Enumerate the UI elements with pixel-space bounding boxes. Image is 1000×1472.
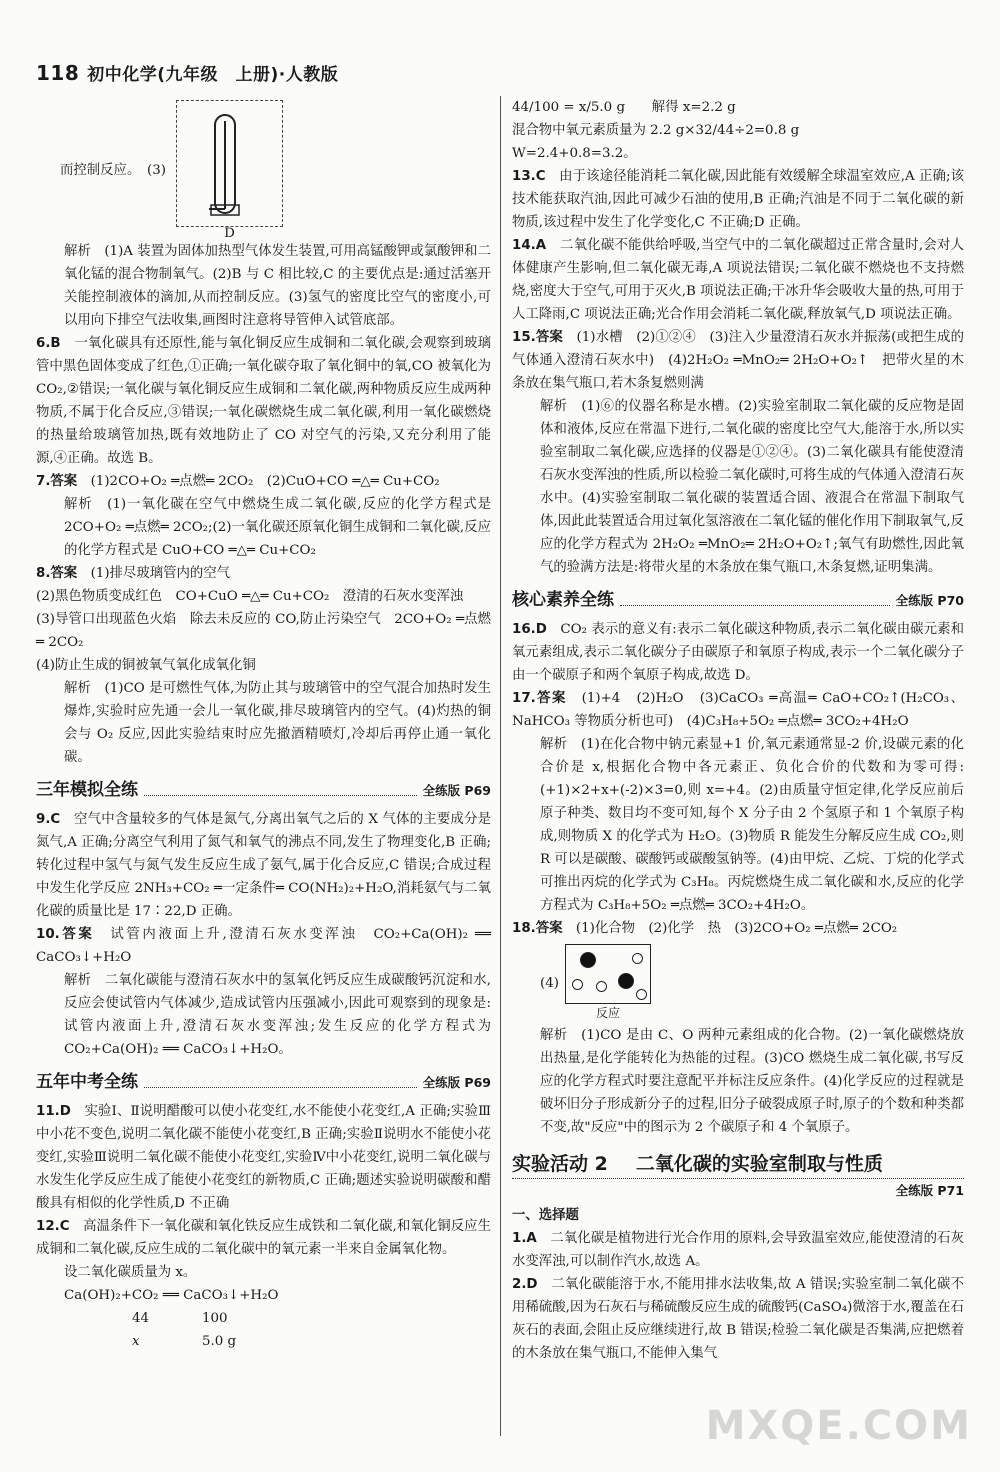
book-title: 初中化学(九年级 上册)·人教版 [87, 65, 339, 85]
q15-label: 15.答案 [512, 330, 563, 345]
section-ref: 全练版 P69 [422, 1075, 491, 1090]
oxygen-atom-icon [636, 989, 647, 1000]
q9-text: 空气中含量较多的气体是氮气,分离出氧气之后的 X 气体的主要成分是氮气,A 正确;分离空气利用了氮气和氧气的沸点不同,发生了物理变化,B 正确;转化过程中氢气与氮气发生反应生成了氨气,属于化合反应,C 错误;合成过程中发生化学反应 2NH₃+CO₂ ═一定条件═ CO(NH₂)₂+H₂O,消耗氨气与二氧化碳的质量比是 17∶22,D 正确。 [36, 812, 492, 919]
q12-var-1: x [132, 1334, 140, 1349]
q7-label: 7.答案 [36, 474, 78, 489]
test-tube-icon [177, 101, 282, 226]
section-header-five-year [36, 1071, 491, 1094]
section-title: 五年中考全练 [36, 1072, 138, 1092]
q18-part4-label: (4) [540, 975, 559, 991]
q16-text: CO₂ 表示的意义有:表示二氧化碳这种物质,表示二氧化碳由碳元素和氧元素组成,表示二氧化碳分子由碳原子和氧原子构成,表示一个二氧化碳分子由一个碳原子和两个氧原子构成,故选 D。 [512, 622, 964, 683]
q10-label: 10.答案 [36, 927, 95, 942]
q12-var-2: 5.0 g [202, 1334, 237, 1349]
calc-line-1: 44/100 = x/5.0 g 解得 x=2.2 g [512, 100, 736, 115]
q15-answer: (1)水槽 (2)①②④ (3)注入少量澄清石灰水并振荡(或把生成的气体通入澄清石灰水中) (4)2H₂O₂ ═MnO₂═ 2H₂O+O₂↑ 把带火星的木条放在集气瓶口,若木条复燃则满 [512, 330, 964, 391]
q5-explanation: 解析 (1)A 装置为固体加热型气体发生装置,可用高锰酸钾或氯酸钾和二氧化锰的混合物制氧气。(2)B 与 C 相比较,C 的主要优点是:通过活塞开关能控制液体的滴加,从而控制反应。(3)氢气的密度比空气的密度小,可以用向下排空气法收集,画图时注意将导管伸入试管底部。 [64, 244, 491, 328]
q12-mass-1: 44 [132, 1311, 150, 1326]
oxygen-atom-icon [572, 979, 583, 990]
a1-label: 1.A [512, 1231, 537, 1246]
q17-explanation: 解析 (1)在化合物中钠元素显+1 价,氧元素通常显-2 价,设碳元素的化合价是 x,根据化合物中各元素正、负化合价的代数和为零可得:(+1)×2+x+(-2)×3=0,则 x=+4。(2)由质量守恒定律,化学反应前后原子种类、数目均不变可知,每个 X 分子由 2 个氢原子和 1 个氧原子构成,则物质 X 的化学式为 H₂O。(3)物质 R 能发生分解反应生成 CO₂,则 R 可以是碳酸、碳酸钙或碳酸氢钠等。(4)由甲烷、乙烷、丁烷的化学式可推出丙烷的化学式为 C₃H₈。丙烷燃烧生成二氧化碳和水,反应的化学方程式为 C₃H₈+5O₂ ═点燃═ 3CO₂+4H₂O。 [540, 737, 964, 913]
activity-number: 实验活动 2 [512, 1153, 608, 1175]
activity-ref: 全练版 P71 [512, 1178, 964, 1202]
column-divider [500, 96, 501, 1436]
q17-label: 17.答案 [512, 691, 567, 706]
calc-line-3: W=2.4+0.8=3.2。 [512, 146, 637, 161]
section-title: 核心素养全练 [512, 590, 614, 610]
q6-label: 6.B [36, 336, 61, 351]
q7-explanation: 解析 (1)一氧化碳在空气中燃烧生成二氧化碳,反应的化学方程式是 2CO+O₂ ═点燃═ 2CO₂;(2)一氧化碳还原氧化铜生成铜和二氧化碳,反应的化学方程式是 CuO+CO ═△═ Cu+CO₂ [64, 497, 491, 558]
q18-explanation: 解析 (1)CO 是由 C、O 两种元素组成的化合物。(2)一氧化碳燃烧放出热量,是化学能转化为热能的过程。(3)CO 燃烧生成二氧化碳,书写反应的化学方程式时要注意配平并标注反应条件。(4)化学反应的过程就是破坏旧分子形成新分子的过程,旧分子破裂成原子时,原子的个数和种类都不变,故"反应"中的图示为 2 个碳原子和 4 个氧原子。 [540, 1028, 964, 1135]
q17-answer: (1)+4 (2)H₂O (3)CaCO₃ ═高温═ CaO+CO₂↑(H₂CO₃、NaHCO₃ 等物质分析也可) (4)C₃H₈+5O₂ ═点燃═ 3CO₂+4H₂O [512, 691, 964, 729]
q9-label: 9.C [36, 812, 61, 827]
q18-answer: (1)化合物 (2)化学 热 (3)2CO+O₂ ═点燃═ 2CO₂ [575, 921, 898, 936]
calc-line-2: 混合物中氧元素质量为 2.2 g×32/44÷2=0.8 g [512, 123, 800, 138]
a2-text: 二氧化碳能溶于水,不能用排水法收集,故 A 错误;实验室制二氧化碳不用稀硫酸,因为石灰石与稀硫酸反应生成的硫酸钙(CaSO₄)微溶于水,覆盖在石灰石的表面,会阻止反应继续进行,故 B 错误;检验二氧化碳是否集满,应把燃着的木条放在集气瓶口,不能伸入集气 [512, 1277, 965, 1361]
apparatus-diagram [176, 100, 283, 227]
section-ref: 全练版 P70 [895, 593, 964, 608]
q14-label: 14.A [512, 238, 547, 253]
q13-label: 13.C [512, 169, 546, 184]
section-title: 三年模拟全练 [36, 780, 138, 800]
carbon-atom-icon [580, 952, 596, 968]
section-ref: 全练版 P69 [422, 783, 491, 798]
q8-label: 8.答案 [36, 566, 78, 581]
q8-explanation: 解析 (1)CO 是可燃性气体,为防止其与玻璃管中的空气混合加热时发生爆炸,实验时应先通一会儿一氧化碳,排尽玻璃管内的空气。(4)灼热的铜会与 O₂ 反应,因此实验结束时应先撤酒精喷灯,冷却后再停止通一氧化碳。 [64, 681, 491, 765]
activity-header [512, 1153, 964, 1176]
part-title: 一、选择题 [512, 1208, 579, 1223]
a2-label: 2.D [512, 1277, 538, 1292]
q18-label: 18.答案 [512, 921, 563, 936]
q8-line-2: (2)黑色物质变成红色 CO+CuO ═△═ Cu+CO₂ 澄清的石灰水变浑浊 [36, 589, 464, 604]
q11-label: 11.D [36, 1104, 71, 1119]
q8-line-4: (4)防止生成的铜被氧气氧化成氧化铜 [36, 658, 256, 673]
q5-prefix: 而控制反应。 (3) [60, 162, 167, 178]
q12-text: 高温条件下一氧化碳和氧化铁反应生成铁和二氧化碳,和氧化铜反应生成铜和二氧化碳,反应生成的二氧化碳中的氧元素一半来自金属氧化物。 [36, 1219, 492, 1257]
q10-answer: 试管内液面上升,澄清石灰水变浑浊 CO₂+Ca(OH)₂ ══ CaCO₃↓+H₂O [36, 927, 491, 965]
q12-equation: Ca(OH)₂+CO₂ ══ CaCO₃↓+H₂O [64, 1288, 279, 1303]
section-header-core [512, 589, 964, 612]
q12-setup: 设二氧化碳质量为 x。 [64, 1265, 197, 1280]
section-header-three-year [36, 779, 491, 802]
q7-answer: (1)2CO+O₂ ═点燃═ 2CO₂ (2)CuO+CO ═△═ Cu+CO₂ [90, 474, 440, 489]
q18-part4 [540, 944, 964, 1022]
q16-label: 16.D [512, 622, 547, 637]
molecule-diagram [565, 944, 651, 1004]
oxygen-atom-icon [596, 981, 607, 992]
diagram-label: D [224, 225, 235, 241]
q12-label: 12.C [36, 1219, 70, 1234]
carbon-atom-icon [618, 973, 634, 989]
right-column [512, 96, 964, 1365]
watermark: MXQE.COM [705, 1403, 972, 1449]
q5-part3 [36, 100, 491, 240]
left-column [36, 100, 491, 1353]
q11-text: 实验Ⅰ、Ⅱ说明醋酸可以使小花变红,水不能使小花变红,A 正确;实验Ⅲ中小花不变色,说明二氧化碳不能使小花变红,B 正确;实验Ⅱ说明水不能使小花变红,实验Ⅲ说明二氧化碳不能使小花变红,实验Ⅳ中小花变红,说明二氧化碳与水发生化学反应生成了能使小花变红的新物质,C 正确;题述实验说明碳酸和醋酸具有相似的化学性质,D 不正确 [36, 1104, 491, 1211]
q14-text: 二氧化碳不能供给呼吸,当空气中的二氧化碳超过正常含量时,会对人体健康产生影响,但二氧化碳无毒,A 项说法错误;二氧化碳不燃烧也不支持燃烧,密度大于空气,可用于灭火,B 项说法正确;干冰升华会吸收大量的热,可用于人工降雨,C 项说法正确;光合作用会消耗二氧化碳,释放氧气,D 项说法正确。 [512, 238, 965, 322]
diagram-caption: 反应 [595, 1006, 620, 1020]
oxygen-atom-icon [632, 953, 643, 964]
q15-explanation: 解析 (1)⑥的仪器名称是水槽。(2)实验室制取二氧化碳的反应物是固体和液体,反应在常温下进行,二氧化碳的密度比空气大,能溶于水,所以实验室制取二氧化碳,应选择的仪器是①②④。(3)二氧化碳具有能使澄清石灰水变浑浊的性质,所以检验二氧化碳时,可将生成的气体通入澄清石灰水中。(4)实验室制取二氧化碳的装置适合固、液混合在常温下制取气体,因此此装置适合用过氧化氢溶液在二氧化锰的催化作用下制取氧气,反应的化学方程式为 2H₂O₂ ═MnO₂═ 2H₂O+O₂↑;氧气有助燃性,因此氧气的验满方法是:将带火星的木条放在集气瓶口,木条复燃,证明集满。 [540, 399, 964, 575]
q8-line-3: (3)导管口出现蓝色火焰 除去未反应的 CO,防止污染空气 2CO+O₂ ═点燃═ 2CO₂ [36, 612, 491, 650]
q10-explanation: 解析 二氧化碳能与澄清石灰水中的氢氧化钙反应生成碳酸钙沉淀和水,反应会使试管内气体减少,造成试管内压强减小,因此可观察到的现象是:试管内液面上升,澄清石灰水变浑浊;发生反应的化学方程式为 CO₂+Ca(OH)₂ ══ CaCO₃↓+H₂O。 [64, 973, 491, 1057]
page-number: 118 [36, 61, 80, 85]
q12-mass-2: 100 [202, 1311, 228, 1326]
page-header [36, 62, 338, 87]
q8-line-1: (1)排尽玻璃管内的空气 [90, 566, 231, 581]
q13-text: 由于该途径能消耗二氧化碳,因此能有效缓解全球温室效应,A 正确;该技术能获取汽油,因此可减少石油的使用,B 正确;汽油是不同于二氧化碳的新物质,该过程中发生了化学变化,C 不正确;D 正确。 [512, 169, 965, 230]
activity-title: 二氧化碳的实验室制取与性质 [635, 1153, 883, 1175]
a1-text: 二氧化碳是植物进行光合作用的原料,会导致温室效应,能使澄清的石灰水变浑浊,可以制作汽水,故选 A。 [512, 1231, 964, 1269]
q6-text: 一氧化碳具有还原性,能与氧化铜反应生成铜和二氧化碳,会观察到玻璃管中黑色固体变成了红色,①正确;一氧化碳夺取了氧化铜中的氧,CO 被氧化为 CO₂,②错误;一氧化碳与氧化铜反应生成铜和二氧化碳,两种物质反应生成两种物质,不属于化合反应,③错误;一氧化碳燃烧生成二氧化碳,利用一氧化碳燃烧的热量给玻璃管加热,既有效地防止了 CO 对空气的污染,又充分利用了能源,④正确。故选 B。 [36, 336, 492, 466]
